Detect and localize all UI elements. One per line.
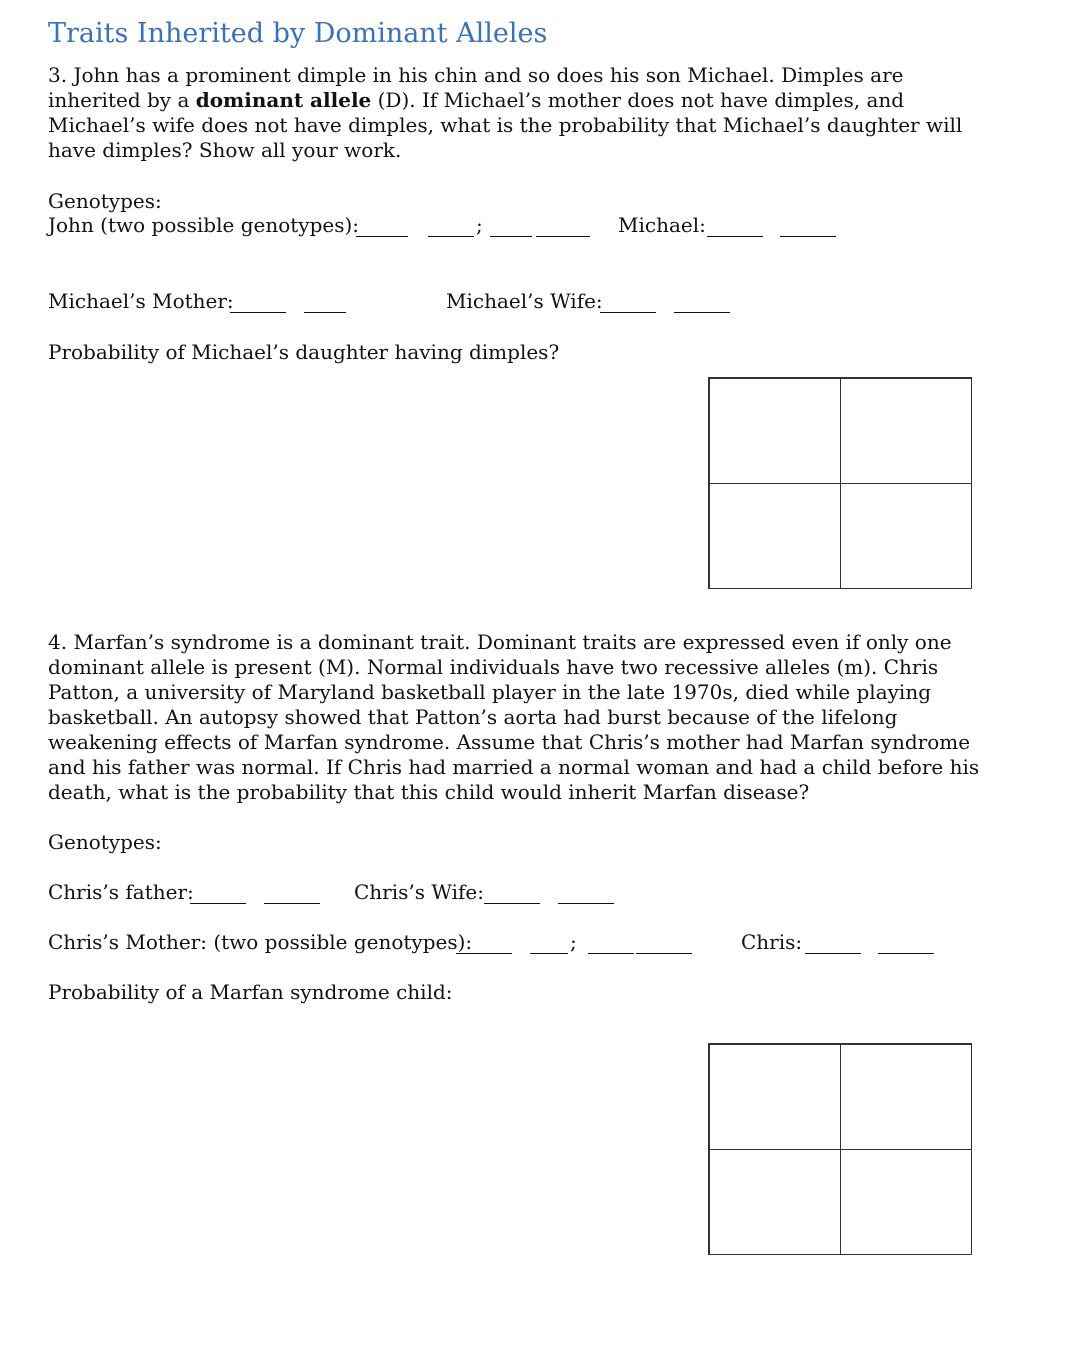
mother-genotype-blank-2[interactable] <box>304 298 346 313</box>
q3-probability-label: Probability of Michael’s daughter having dimples? <box>48 340 560 364</box>
michael-genotype-blank-2[interactable] <box>780 222 836 237</box>
q3-michael-label: Michael: <box>618 213 706 237</box>
punnett-cell[interactable] <box>840 483 972 589</box>
chris-mother-genotype-blank-4[interactable] <box>636 939 692 954</box>
chris-mother-genotype-blank-1[interactable] <box>456 939 512 954</box>
q3-genotypes-label: Genotypes: <box>48 189 162 213</box>
chris-genotype-blank-2[interactable] <box>878 939 934 954</box>
q4-chris-label: Chris: <box>741 930 803 954</box>
wife-genotype-blank-2[interactable] <box>674 298 730 313</box>
punnett-cell[interactable] <box>709 378 841 484</box>
punnett-cell[interactable] <box>709 483 841 589</box>
q4-wife-label: Chris’s Wife: <box>354 880 484 904</box>
q3-bold-term: dominant allele <box>195 88 372 112</box>
mother-genotype-blank-1[interactable] <box>230 298 286 313</box>
john-separator: ; <box>476 213 483 237</box>
q3-text-part-2: (D). If Michael’s mother does not have dimples, and Michael’s wife does not have dimples, what is the probability that Michael’s daughter will have dimples? Show all your work. <box>48 88 963 162</box>
chris-genotype-blank-1[interactable] <box>805 939 861 954</box>
punnett-cell[interactable] <box>840 1149 972 1255</box>
q3-mother-label: Michael’s Mother: <box>48 289 234 313</box>
punnett-cell[interactable] <box>840 1044 972 1150</box>
q4-mother-label: Chris’s Mother: (two possible genotypes): <box>48 930 473 954</box>
chris-wife-genotype-blank-1[interactable] <box>484 889 540 904</box>
punnett-cell[interactable] <box>840 378 972 484</box>
punnett-square-q4 <box>708 1043 972 1255</box>
father-genotype-blank-2[interactable] <box>264 889 320 904</box>
chris-mother-genotype-blank-2[interactable] <box>530 939 568 954</box>
chris-mother-genotype-blank-3[interactable] <box>588 939 634 954</box>
page-title: Traits Inherited by Dominant Alleles <box>48 18 548 49</box>
john-genotype-blank-3[interactable] <box>490 222 532 237</box>
punnett-cell[interactable] <box>709 1149 841 1255</box>
punnett-cell[interactable] <box>709 1044 841 1150</box>
punnett-square-q3 <box>708 377 972 589</box>
john-genotype-blank-4[interactable] <box>536 222 590 237</box>
chris-mother-separator: ; <box>570 930 577 954</box>
john-genotype-blank-2[interactable] <box>428 222 474 237</box>
q4-probability-label: Probability of a Marfan syndrome child: <box>48 980 453 1004</box>
chris-wife-genotype-blank-2[interactable] <box>558 889 614 904</box>
john-genotype-blank-1[interactable] <box>356 222 408 237</box>
question-4-text: 4. Marfan’s syndrome is a dominant trait. Dominant traits are expressed even if only one dominant allele is present (M). Normal individuals have two recessive alleles (m). Chris Patton, a university of Maryland basketball player in the late 1970s, died while playing basketball. An autopsy showed that Patton’s aorta had burst because of the lifelong weakening effects of Marfan syndrome. Assume that Chris’s mother had Marfan syndrome and his father was normal. If Chris had married a normal woman and had a child before his death, what is the probability that this child would inherit Marfan disease? <box>48 630 980 804</box>
q4-genotypes-label: Genotypes: <box>48 830 162 854</box>
question-3-text <box>48 63 988 163</box>
q3-john-label: John (two possible genotypes): <box>48 213 360 237</box>
q3-wife-label: Michael’s Wife: <box>446 289 603 313</box>
q3-text-part-1: 3. John has a prominent dimple in his chin and so does his son Michael. Dimples are inherited by a <box>48 63 904 112</box>
q4-father-label: Chris’s father: <box>48 880 194 904</box>
father-genotype-blank-1[interactable] <box>190 889 246 904</box>
michael-genotype-blank-1[interactable] <box>707 222 763 237</box>
wife-genotype-blank-1[interactable] <box>600 298 656 313</box>
